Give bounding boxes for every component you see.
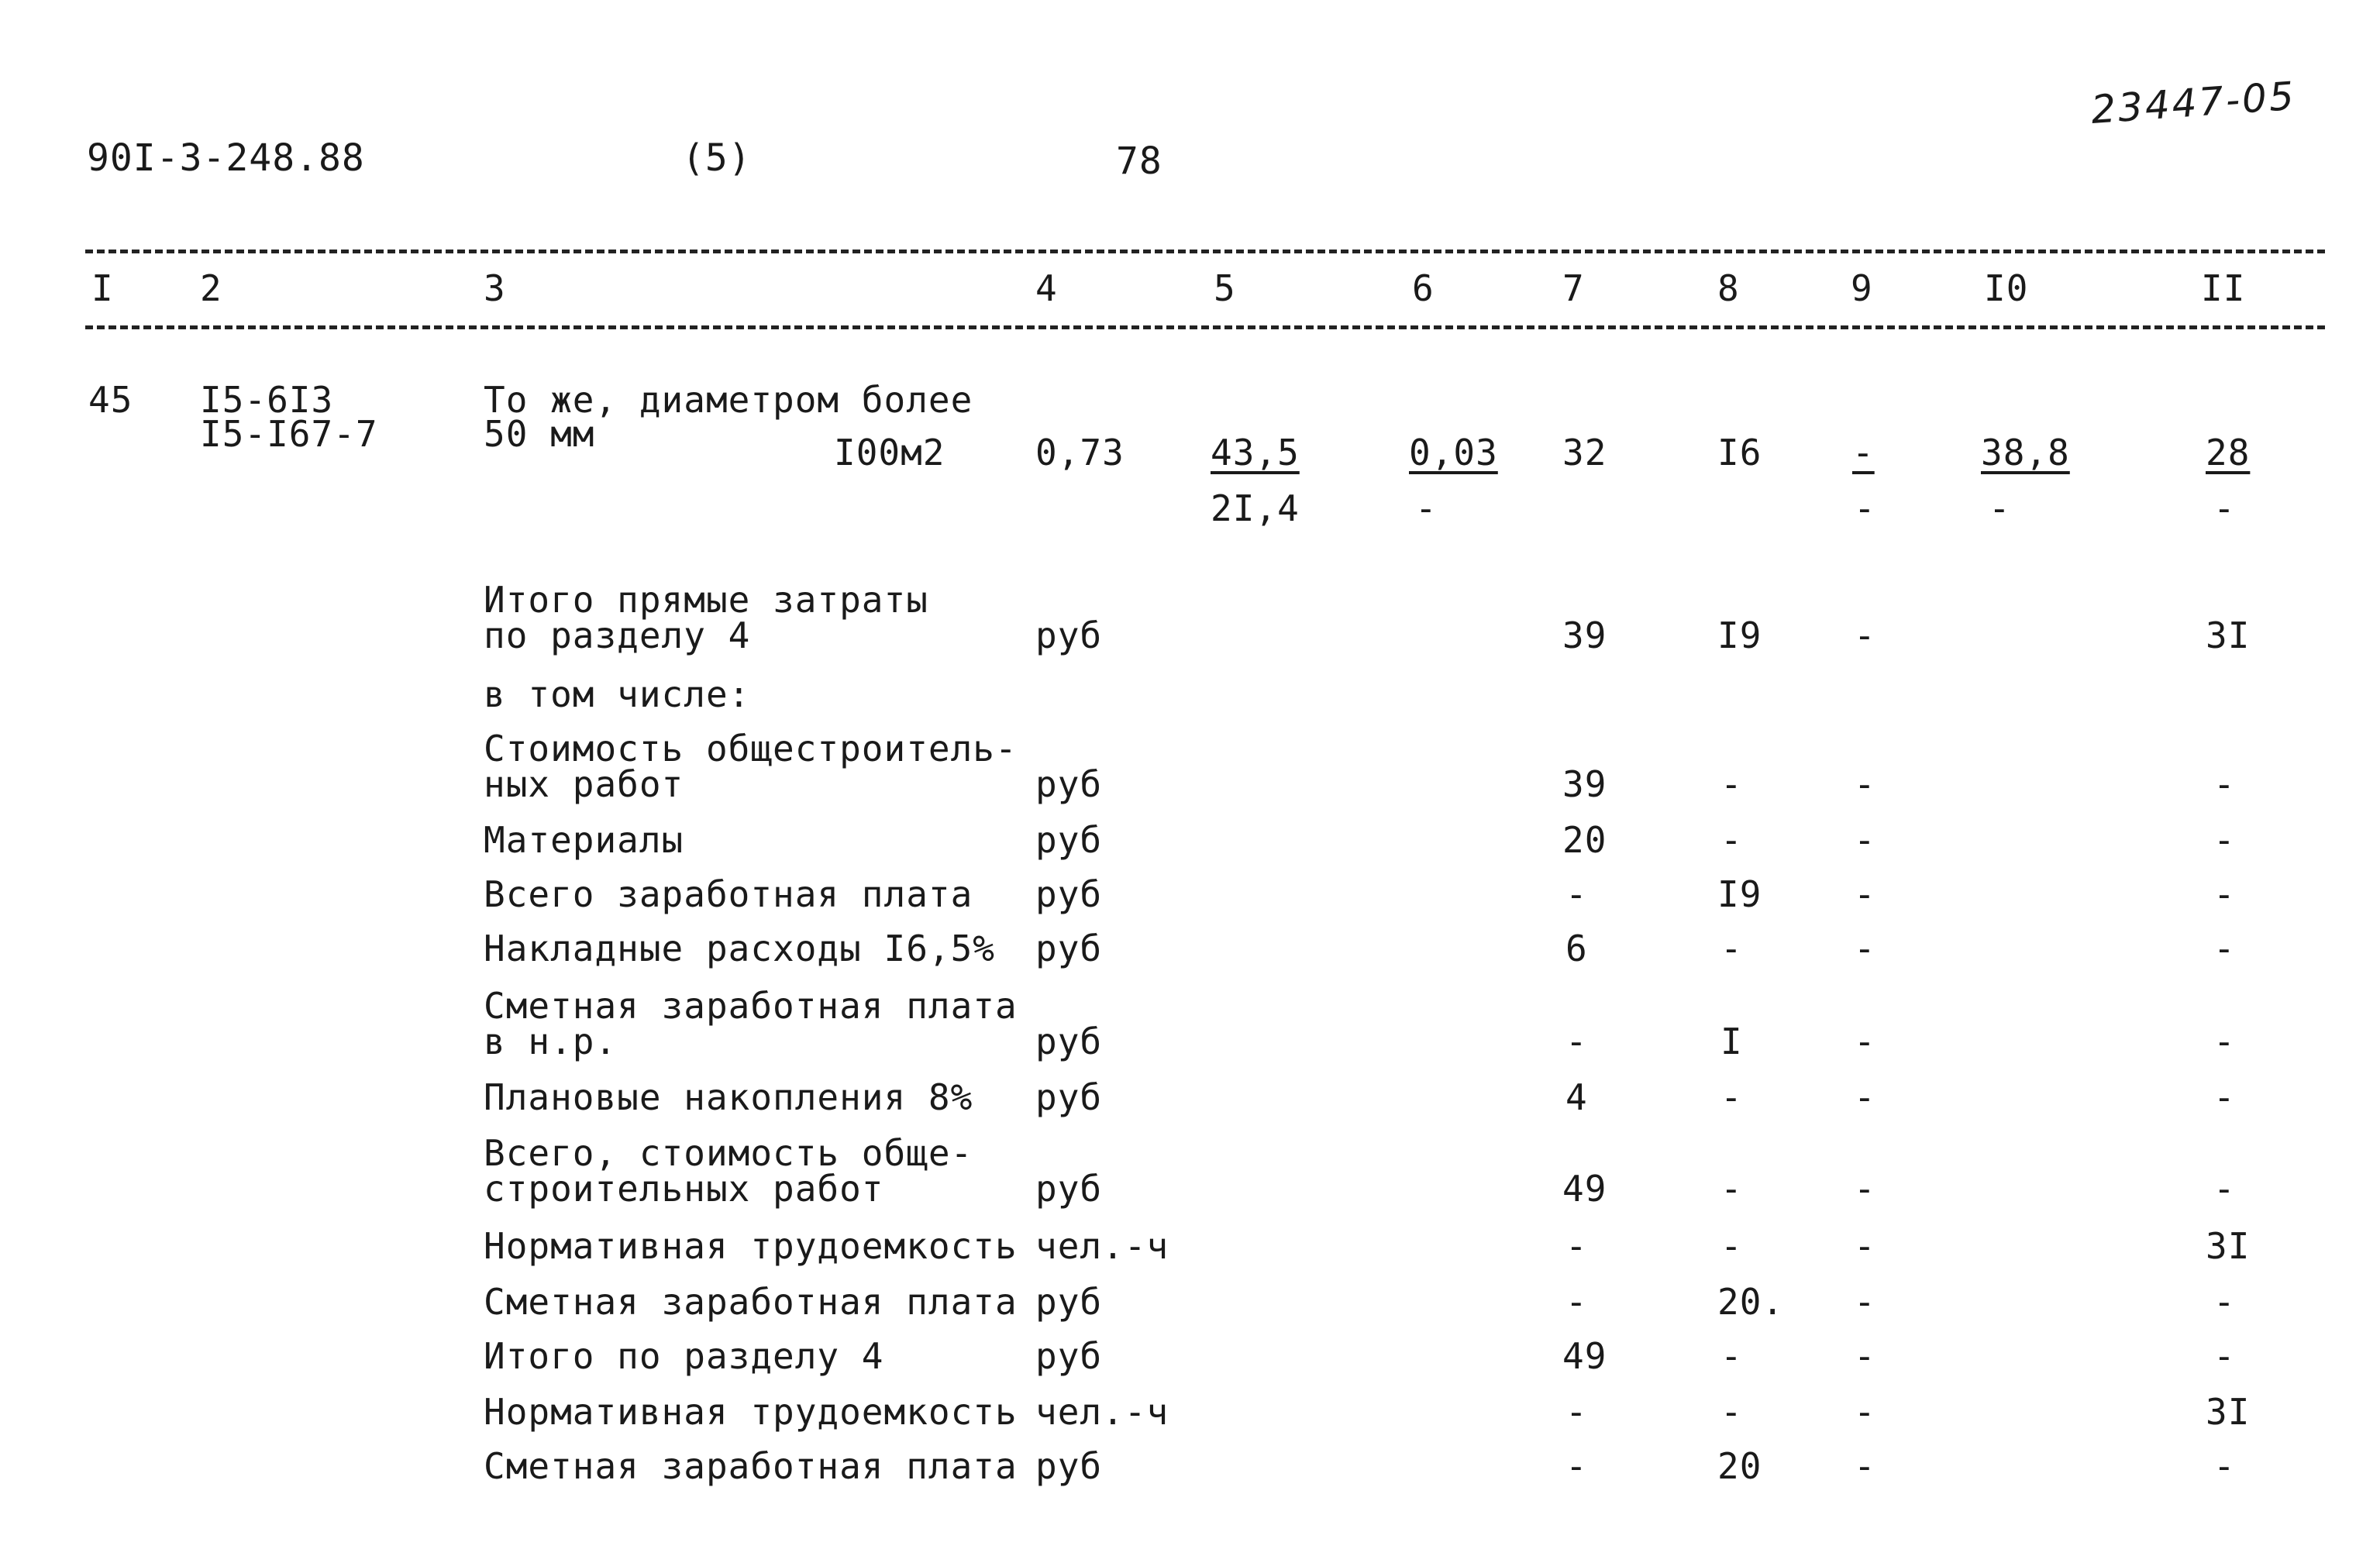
summary-col7: 4 <box>1565 1076 1588 1118</box>
column-header-8: 8 <box>1717 267 1740 309</box>
summary-col7: 49 <box>1562 1168 1607 1210</box>
summary-col11: 3I <box>2206 1391 2251 1433</box>
item-col5-top: 43,5 <box>1211 432 1300 473</box>
summary-name-line-2: строительных работ <box>484 1168 884 1210</box>
column-header-10: I0 <box>1984 267 2029 309</box>
summary-unit: руб <box>1035 1281 1103 1323</box>
item-number: 45 <box>88 379 133 421</box>
summary-col7: - <box>1565 1225 1588 1267</box>
summary-name: Нормативная трудоемкость <box>484 1225 1018 1267</box>
summary-name-line-2: в н.р. <box>484 1021 618 1062</box>
summary-name-line-1: Сметная заработная плата <box>484 985 1018 1027</box>
summary-col7: 20 <box>1562 819 1607 861</box>
summary-unit: чел.-ч <box>1035 1391 1169 1433</box>
summary-col9: - <box>1854 1021 1876 1062</box>
column-header-3: 3 <box>484 267 506 309</box>
summary-name: Нормативная трудоемкость <box>484 1391 1018 1433</box>
summary-unit: руб <box>1035 1021 1103 1062</box>
item-quantity: 0,73 <box>1035 432 1125 473</box>
item-col10-bottom: - <box>1989 487 2011 529</box>
summary-col11: 3I <box>2206 614 2251 656</box>
item-col7: 32 <box>1562 432 1607 473</box>
summary-col11: - <box>2213 1281 2236 1323</box>
summary-col9: - <box>1854 1168 1876 1210</box>
summary-col7: - <box>1565 1021 1588 1062</box>
item-code-2: I5-I67-7 <box>200 413 378 455</box>
summary-name: Материалы <box>484 819 684 861</box>
item-unit: I00м2 <box>834 432 945 473</box>
summary-col11: - <box>2213 1076 2236 1118</box>
summary-unit: руб <box>1035 1076 1103 1118</box>
summary-col9: - <box>1854 819 1876 861</box>
summary-unit: руб <box>1035 1335 1103 1377</box>
summary-name-line-1: Итого прямые затраты <box>484 579 928 621</box>
summary-unit: руб <box>1035 928 1103 969</box>
column-header-5: 5 <box>1214 267 1236 309</box>
item-col8: I6 <box>1717 432 1762 473</box>
summary-col8: - <box>1720 1225 1743 1267</box>
summary-col9: - <box>1854 1335 1876 1377</box>
item-col6-bottom: - <box>1415 487 1438 529</box>
summary-col11: - <box>2213 1445 2236 1487</box>
summary-col11: 3I <box>2206 1225 2251 1267</box>
album-number: (5) <box>682 136 752 180</box>
column-header-11: II <box>2201 267 2246 309</box>
summary-unit: руб <box>1035 1168 1103 1210</box>
summary-col8: - <box>1720 1168 1743 1210</box>
summary-col11: - <box>2213 1021 2236 1062</box>
summary-col11: - <box>2213 928 2236 969</box>
header-top-rule <box>85 250 2325 253</box>
column-header-1: I <box>91 267 114 309</box>
column-header-9: 9 <box>1851 267 1873 309</box>
summary-unit: руб <box>1035 1445 1103 1487</box>
summary-col8: I <box>1720 1021 1743 1062</box>
summary-col7: - <box>1565 1281 1588 1323</box>
summary-col8: - <box>1720 928 1743 969</box>
summary-col9: - <box>1854 1445 1876 1487</box>
column-header-2: 2 <box>200 267 222 309</box>
summary-col9: - <box>1854 873 1876 915</box>
page-number: 78 <box>1116 139 1162 183</box>
summary-col11: - <box>2213 873 2236 915</box>
summary-col9: - <box>1854 614 1876 656</box>
summary-unit: руб <box>1035 614 1103 656</box>
item-col9-bottom: - <box>1854 487 1876 529</box>
summary-col8: I9 <box>1717 873 1762 915</box>
summary-col7: 39 <box>1562 763 1607 805</box>
including-label: в том числе: <box>484 673 751 715</box>
summary-name-line-1: Всего, стоимость обще- <box>484 1132 973 1174</box>
header-bottom-rule <box>85 325 2325 329</box>
item-col11-top: 28 <box>2206 432 2251 473</box>
summary-col7: 39 <box>1562 614 1607 656</box>
summary-col8: I9 <box>1717 614 1762 656</box>
summary-unit: чел.-ч <box>1035 1225 1169 1267</box>
summary-col8: - <box>1720 1076 1743 1118</box>
summary-col9: - <box>1854 763 1876 805</box>
item-col11-bottom: - <box>2213 487 2236 529</box>
summary-name: Всего заработная плата <box>484 873 973 915</box>
summary-col11: - <box>2213 1168 2236 1210</box>
item-col5-bottom: 2I,4 <box>1211 487 1300 529</box>
summary-col8: - <box>1720 763 1743 805</box>
summary-name-line-2: по разделу 4 <box>484 614 751 656</box>
summary-col8: 20 <box>1717 1445 1762 1487</box>
summary-unit: руб <box>1035 819 1103 861</box>
item-col10-top: 38,8 <box>1981 432 2070 473</box>
column-header-6: 6 <box>1412 267 1435 309</box>
summary-col9: - <box>1854 1225 1876 1267</box>
summary-col8: 20. <box>1717 1281 1785 1323</box>
summary-name: Накладные расходы I6,5% <box>484 928 995 969</box>
column-header-4: 4 <box>1035 267 1058 309</box>
summary-unit: руб <box>1035 763 1103 805</box>
summary-name-line-1: Стоимость общестроитель- <box>484 728 1018 769</box>
summary-name: Сметная заработная плата <box>484 1445 1018 1487</box>
summary-col8: - <box>1720 1391 1743 1433</box>
summary-col7: 49 <box>1562 1335 1607 1377</box>
summary-col7: - <box>1565 1391 1588 1433</box>
summary-col8: - <box>1720 819 1743 861</box>
summary-name: Итого по разделу 4 <box>484 1335 884 1377</box>
inventory-number: 23447-05 <box>2089 73 2298 133</box>
summary-name: Сметная заработная плата <box>484 1281 1018 1323</box>
summary-col8: - <box>1720 1335 1743 1377</box>
summary-col11: - <box>2213 763 2236 805</box>
summary-col7: - <box>1565 873 1588 915</box>
summary-name-line-2: ных работ <box>484 763 684 805</box>
summary-unit: руб <box>1035 873 1103 915</box>
summary-col11: - <box>2213 819 2236 861</box>
column-header-7: 7 <box>1562 267 1585 309</box>
summary-name: Плановые накопления 8% <box>484 1076 973 1118</box>
item-name-line-1: То же, диаметром более <box>484 379 973 421</box>
item-name-line-2: 50 мм <box>484 413 595 455</box>
summary-col7: 6 <box>1565 928 1588 969</box>
summary-col7: - <box>1565 1445 1588 1487</box>
item-code-1: I5-6I3 <box>200 379 334 421</box>
item-col6-top: 0,03 <box>1409 432 1498 473</box>
summary-col9: - <box>1854 928 1876 969</box>
summary-col9: - <box>1854 1076 1876 1118</box>
summary-col9: - <box>1854 1281 1876 1323</box>
item-col9-top: - <box>1852 432 1875 473</box>
summary-col11: - <box>2213 1335 2236 1377</box>
summary-col9: - <box>1854 1391 1876 1433</box>
document-number: 90I-3-248.88 <box>87 136 365 180</box>
